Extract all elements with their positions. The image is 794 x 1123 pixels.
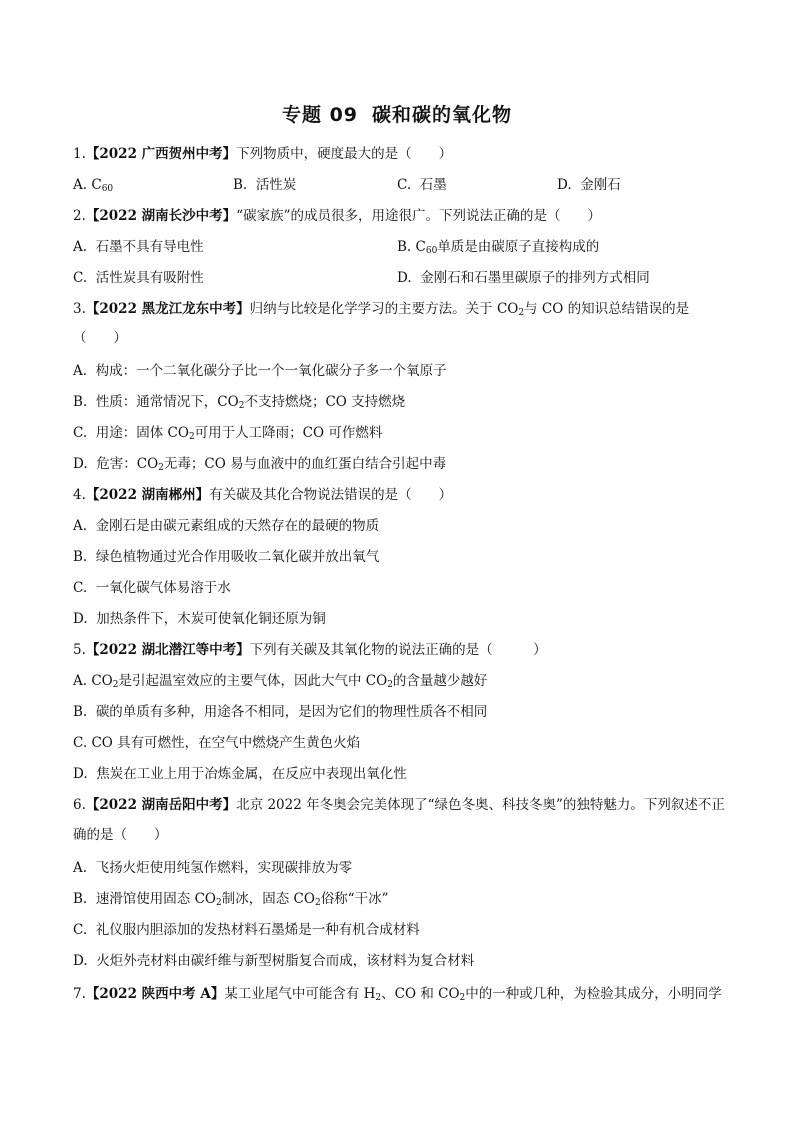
question-2-stem: 2.【2022 湖南长沙中考】“碳家族”的成员很多，用途很广。下列说法正确的是（ ） xyxy=(73,208,601,224)
question-7-stem: 7.【2022 陕西中考 A】某工业尾气中可能含有 $H_2$、CO 和 $CO_2$中的一种或几种，为检验其成分，小明同学 xyxy=(73,986,722,1003)
question-5-option-d: D. 焦炭在工业上用于冶炼金属，在反应中表现出氧化性 xyxy=(73,766,407,782)
title-number: 专题 09 xyxy=(281,104,359,126)
question-source: 【2022 湖南郴州】 xyxy=(85,487,210,503)
page-title xyxy=(0,100,794,127)
question-6-stem: 6.【2022 湖南岳阳中考】北京 2022 年冬奥会完美体现了“绿色冬奥、科技冬奥”的独特魅力。下列叙述不正 xyxy=(73,797,725,813)
question-source: 【2022 湖南长沙中考】 xyxy=(85,208,237,224)
question-3-option-c: C. 用途：固体 $CO_2$可用于人工降雨；CO 可作燃料 xyxy=(73,425,383,442)
question-2-option-c: C. 活性炭具有吸附性 xyxy=(73,270,204,286)
question-6-option-b: B. 速滑馆使用固态 $CO_2$制冰，固态 $CO_2$俗称“干冰” xyxy=(73,891,389,908)
question-source: 【2022 黑龙江龙东中考】 xyxy=(85,301,250,317)
question-4-option-c: C. 一氧化碳气体易溶于水 xyxy=(73,580,231,596)
question-3-option-a: A. 构成：一个二氧化碳分子比一个一氧化碳分子多一个氧原子 xyxy=(73,363,447,379)
question-3-stem: 3.【2022 黑龙江龙东中考】归纳与比较是化学学习的主要方法。关于 $CO_2$与 CO 的知识总结错误的是 xyxy=(73,301,690,318)
question-1-option-d: D. 金刚石 xyxy=(557,177,621,193)
question-source: 【2022 湖北潜江等中考】 xyxy=(85,642,250,658)
question-6-option-d: D. 火炬外壳材料由碳纤维与新型树脂复合而成，该材料为复合材料 xyxy=(73,953,475,969)
question-3-option-d: D. 危害：$CO_2$无毒；CO 易与血液中的血红蛋白结合引起中毒 xyxy=(73,456,447,473)
question-5-stem: 5.【2022 湖北潜江等中考】下列有关碳及其氧化物的说法正确的是（ ） xyxy=(73,642,547,658)
question-3-stem-continued: （ ） xyxy=(73,330,127,346)
question-5-option-b: B. 碳的单质有多种，用途各不相同，是因为它们的物理性质各不相同 xyxy=(73,704,488,720)
question-1-option-c: C. 石墨 xyxy=(397,177,447,193)
title-text: 碳和碳的氧化物 xyxy=(372,104,513,126)
question-source: 【2022 广西贺州中考】 xyxy=(85,146,237,162)
question-source: 【2022 陕西中考 A】 xyxy=(85,986,225,1002)
question-1-option-b: B. 活性炭 xyxy=(233,177,297,193)
question-5-option-a: A. $CO_2$是引起温室效应的主要气体，因此大气中 $CO_2$的含量越少越好 xyxy=(73,673,488,690)
question-2-option-a: A. 石墨不具有导电性 xyxy=(73,239,204,255)
question-2-option-d: D. 金刚石和石墨里碳原子的排列方式相同 xyxy=(397,270,650,286)
question-4-option-b: B. 绿色植物通过光合作用吸收二氧化碳并放出氧气 xyxy=(73,549,380,565)
question-6-option-c: C. 礼仪服内胆添加的发热材料石墨烯是一种有机合成材料 xyxy=(73,922,420,938)
question-1-stem: 1.【2022 广西贺州中考】下列物质中，硬度最大的是（ ） xyxy=(73,146,453,162)
question-4-stem: 4.【2022 湖南郴州】有关碳及其化合物说法错误的是（ ） xyxy=(73,487,453,503)
question-6-stem-continued: 确的是（ ） xyxy=(73,827,168,843)
question-4-option-a: A. 金刚石是由碳元素组成的天然存在的最硬的物质 xyxy=(73,518,380,534)
question-4-option-d: D. 加热条件下，木炭可使氧化铜还原为铜 xyxy=(73,611,326,627)
question-5-option-c: C. CO 具有可燃性，在空气中燃烧产生黄色火焰 xyxy=(73,735,361,751)
question-source: 【2022 湖南岳阳中考】 xyxy=(85,797,237,813)
question-2-option-b: B. $C_{60}$单质是由碳原子直接构成的 xyxy=(397,239,600,256)
question-3-option-b: B. 性质：通常情况下，$CO_2$不支持燃烧；CO 支持燃烧 xyxy=(73,394,406,411)
question-1-option-a: A. $C_{60}$ xyxy=(73,177,114,194)
question-6-option-a: A. 飞扬火炬使用纯氢作燃料，实现碳排放为零 xyxy=(73,860,353,876)
